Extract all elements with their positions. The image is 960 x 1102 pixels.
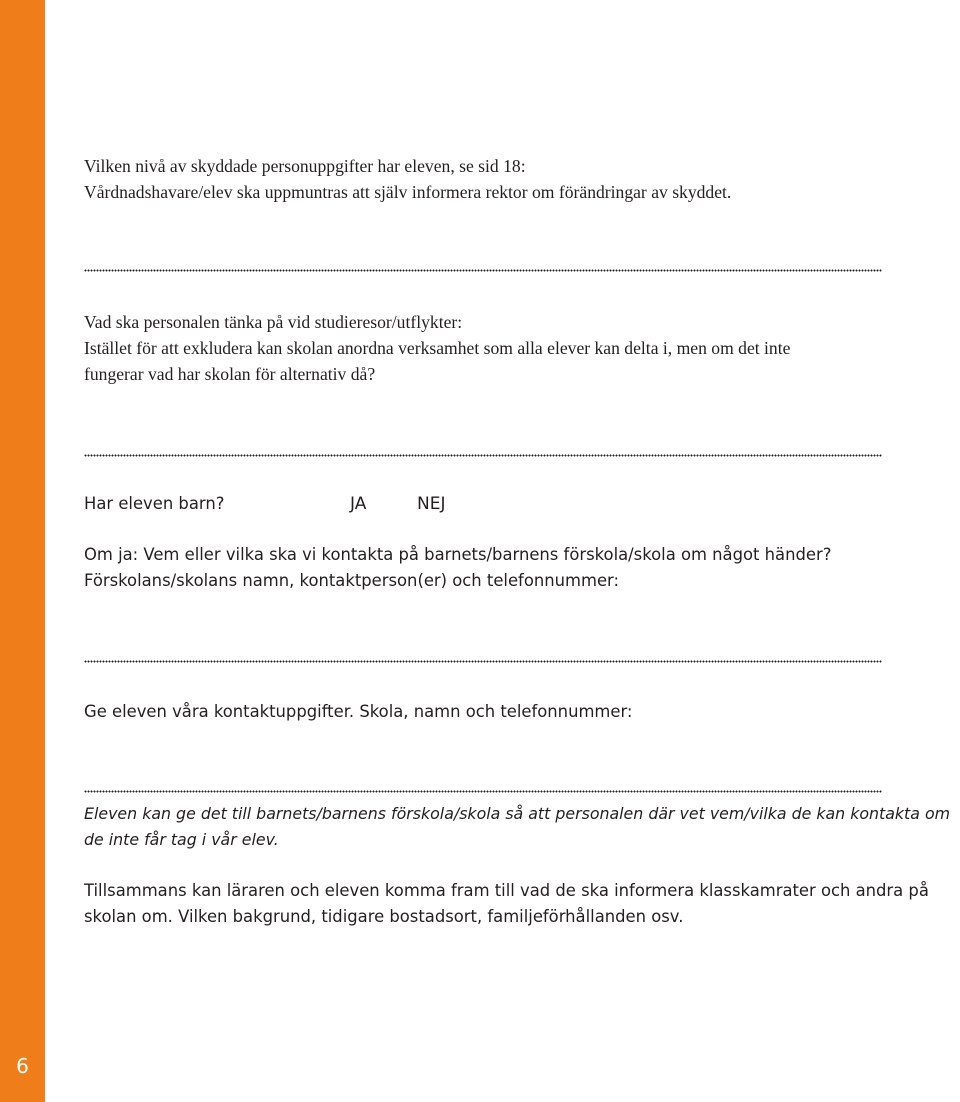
answer-line-2[interactable]: [84, 454, 882, 457]
page-number: 6: [16, 1054, 29, 1078]
sidebar-stripe: [0, 0, 45, 1102]
option-yes[interactable]: JA: [350, 494, 367, 514]
classmates-text-line1: Tillsammans kan läraren och eleven komma fram till vad de ska informera klasskamrater och andra på: [84, 881, 929, 900]
children-question: Har eleven barn?: [84, 494, 225, 513]
protection-level-note: Vårdnadshavare/elev ska uppmuntras att själv informera rektor om förändringar av skyddet.: [84, 182, 732, 202]
contact-details-prompt: Förskolans/skolans namn, kontaktperson(er) och telefonnummer:: [84, 571, 620, 590]
protection-level-question: Vilken nivå av skyddade personuppgifter har eleven, se sid 18:: [84, 156, 526, 176]
answer-line-3[interactable]: [84, 660, 882, 663]
trips-text-line2: fungerar vad har skolan för alternativ då?: [84, 364, 376, 384]
contact-question: Om ja: Vem eller vilka ska vi kontakta på barnets/barnens förskola/skola om något händer?: [84, 545, 832, 564]
italic-note-line1: Eleven kan ge det till barnets/barnens förskola/skola så att personalen där vet vem/vilka de kan kontakta om: [84, 804, 950, 823]
trips-text-line1: Istället för att exkludera kan skolan anordna verksamhet som alla elever kan delta i, men om det inte: [84, 338, 791, 358]
answer-line-4[interactable]: [84, 790, 882, 793]
trips-question: Vad ska personalen tänka på vid studieresor/utflykter:: [84, 312, 463, 332]
classmates-text-line2: skolan om. Vilken bakgrund, tidigare bostadsort, familjeförhållanden osv.: [84, 907, 684, 926]
italic-note-line2: de inte får tag i vår elev.: [84, 830, 279, 849]
school-contact-prompt: Ge eleven våra kontaktuppgifter. Skola, namn och telefonnummer:: [84, 702, 633, 721]
answer-line-1[interactable]: [84, 269, 882, 272]
option-no[interactable]: NEJ: [417, 494, 446, 514]
